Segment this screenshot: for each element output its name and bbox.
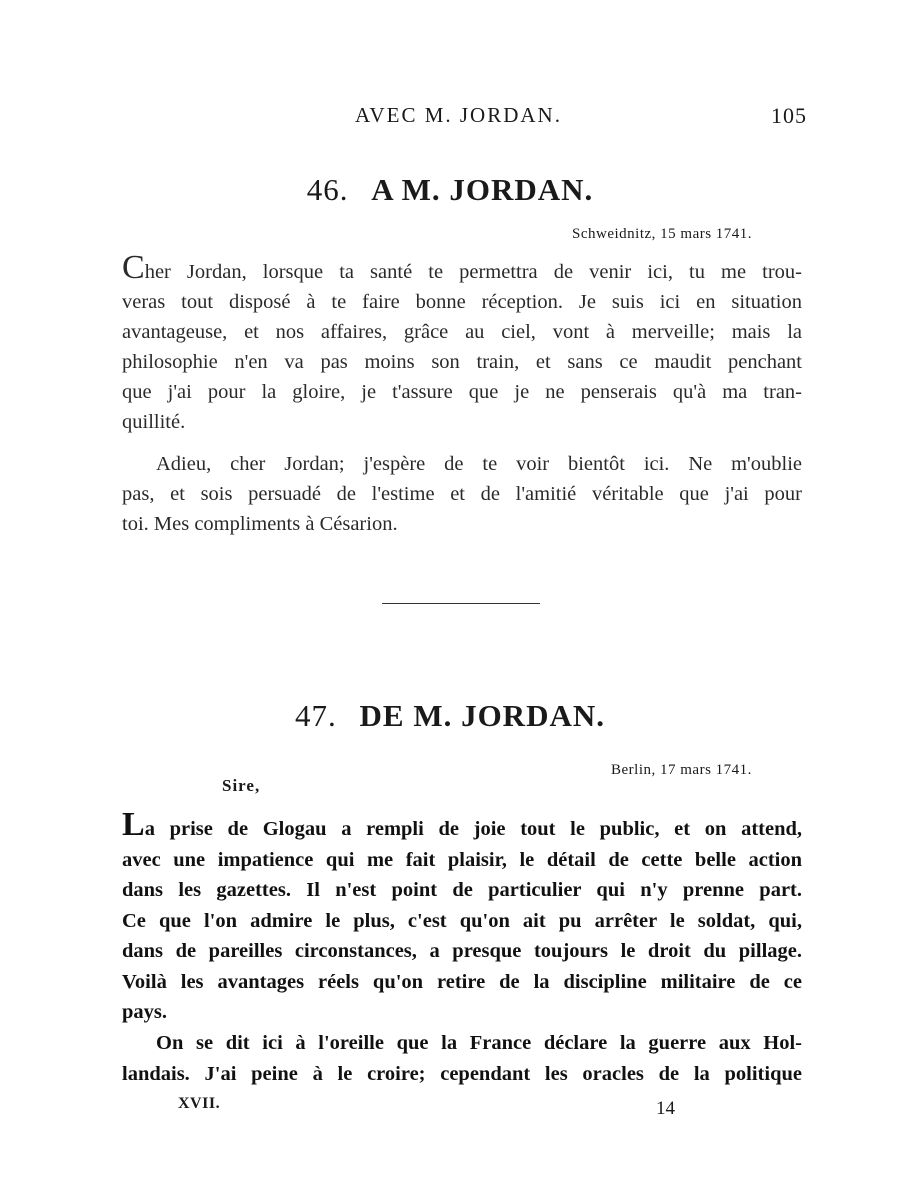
letter-heading: A M. JORDAN. <box>371 172 594 207</box>
letter-46-paragraph-2 <box>122 449 802 539</box>
text-line: dans les gazettes. Il n'est point de particulier qui n'y prenne part. <box>122 879 802 901</box>
letter-46-paragraph-1 <box>122 249 802 437</box>
letter-number: 47. <box>295 698 337 733</box>
text-line: philosophie n'en va pas moins son train, et sans ce maudit penchant <box>122 351 802 373</box>
letter-heading: DE M. JORDAN. <box>359 698 605 733</box>
text-line: Adieu, cher Jordan; j'espère de te voir bientôt ici. Ne m'oublie <box>156 453 802 475</box>
text-line: avantageuse, et nos affaires, grâce au ciel, vont à merveille; mais la <box>122 321 802 343</box>
text-line: Cher Jordan, lorsque ta santé te permettra de venir ici, tu me trou- <box>122 249 802 286</box>
text-line: landais. J'ai peine à le croire; cependant les oracles de la politique <box>122 1062 802 1085</box>
drop-initial: L <box>122 806 145 843</box>
text-line: veras tout disposé à te faire bonne réception. Je suis ici en situation <box>122 291 802 313</box>
sheet-number: 14 <box>656 1098 675 1119</box>
letter-47-title <box>0 698 900 734</box>
letter-47-paragraph-2 <box>122 1028 802 1089</box>
text-line: avec une impatience qui me fait plaisir, le détail de cette belle action <box>122 848 802 871</box>
text-line: toi. Mes compliments à Césarion. <box>122 513 398 535</box>
text-line: Voilà les avantages réels qu'on retire de la discipline militaire de ce <box>122 970 802 993</box>
letter-46-title <box>0 172 900 208</box>
text-line: que j'ai pour la gloire, je t'assure que je ne penserais qu'à ma tran- <box>122 381 802 403</box>
letter-47-dateline: Berlin, 17 mars 1741. <box>611 762 752 778</box>
letter-number: 46. <box>306 172 349 207</box>
text-line: quillité. <box>122 411 186 433</box>
page-number: 105 <box>771 103 807 128</box>
text-line: Ce que l'on admire le plus, c'est qu'on ait pu arrêter le soldat, qui, <box>122 909 802 932</box>
salutation: Sire, <box>222 776 261 795</box>
section-divider <box>382 603 540 604</box>
text-line: dans de pareilles circonstances, a presque toujours le droit du pillage. <box>122 940 802 962</box>
text-line: On se dit ici à l'oreille que la France déclare la guerre aux Hol- <box>156 1032 802 1054</box>
text-line: pays. <box>122 1001 168 1023</box>
drop-initial: C <box>122 249 145 286</box>
text-line: La prise de Glogau a rempli de joie tout le public, et on attend, <box>122 806 802 843</box>
running-head: AVEC M. JORDAN. <box>355 103 562 127</box>
letter-47-paragraph-1 <box>122 806 802 1028</box>
signature-mark: XVII. <box>178 1095 221 1112</box>
text-line: pas, et sois persuadé de l'estime et de l'amitié véritable que j'ai pour <box>122 483 802 505</box>
letter-46-dateline: Schweidnitz, 15 mars 1741. <box>572 226 753 242</box>
